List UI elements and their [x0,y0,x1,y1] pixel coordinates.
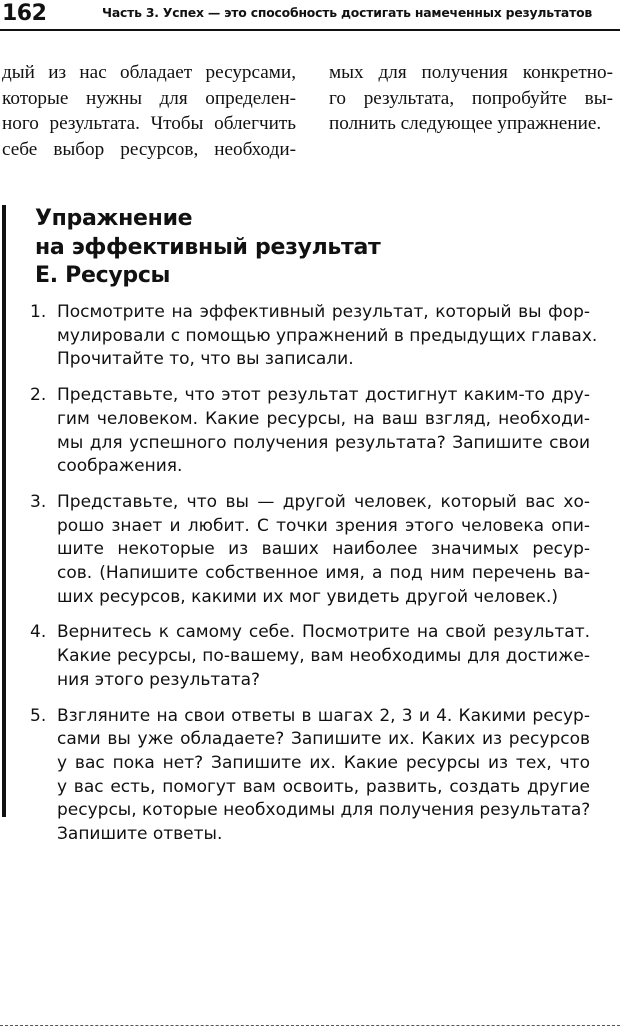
step-line: мы для успешного получения результата? Запишите свои [57,432,590,453]
step-line: у вас пока нет? Запишите их. Какие ресурсы из тех, что [57,752,590,773]
step-number: 5. [30,705,47,726]
step-line: ния этого результата? [57,669,261,690]
exercise-step [30,301,598,372]
exercise-title-line: Упражнение [35,206,193,231]
step-line: сов. (Напишите собственное имя, а под ним перечень ва- [57,563,590,584]
intro-line: себе выбор ресурсов, необходи- [2,138,296,160]
step-line: Представьте, что этот результат достигнут каким-то дру- [57,385,590,406]
header-rule [0,29,620,31]
step-number: 2. [30,385,47,406]
step-line: Прочитайте то, что вы записали. [57,349,354,370]
exercise-step [30,491,590,610]
step-line: у вас есть, помогут вам освоить, развить, создать другие [57,776,590,797]
step-number: 1. [30,302,47,322]
step-line: Взгляните на свои ответы в шагах 2, 3 и 4. Какими ресур- [57,705,590,726]
intro-right-column [329,60,613,137]
intro-line: го результата, попробуйте вы- [329,87,613,109]
exercise-sidebar-bar [2,205,6,817]
footer-rule [0,1025,620,1026]
intro-left-column [2,60,296,162]
step-line: шите некоторые из ваших наиболее значимых ресур- [57,539,590,560]
step-number: 4. [30,622,47,643]
exercise-title-line: на эффективный результат [35,234,381,260]
step-line: мулировали с помощью упражнений в предыдущих главах. [57,325,598,346]
exercise-step [30,384,590,479]
step-line: Представьте, что вы — другой человек, который вас хо- [57,491,590,512]
intro-line: ного результата. Чтобы облегчить [2,113,296,134]
step-line: ших ресурсов, какими их мог увидеть другой человек.) [57,586,559,607]
intro-line: мых для получения конкретно- [329,62,613,83]
intro-line: которые нужны для определен- [2,87,296,109]
step-line: соображения. [57,456,183,477]
exercise-step [30,705,590,847]
exercise-step [30,621,590,692]
intro-line: полнить следующее упражнение. [329,113,602,134]
exercise-steps [30,301,598,859]
exercise-title-line: Е. Ресурсы [35,263,171,288]
running-head: Часть 3. Успех — это способность достигать намеченных результатов [102,5,593,20]
step-line: Посмотрите на эффективный результат, который вы фор- [57,302,590,322]
step-line: Запишите ответы. [57,824,223,845]
step-line: сами вы уже обладаете? Запишите их. Каких из ресурсов [57,729,590,750]
intro-line: дый из нас обладает ресурсами, [2,62,296,83]
step-line: ресурсы, которые необходимы для получения результата? [57,800,591,821]
step-number: 3. [30,491,47,512]
exercise-title [35,205,380,291]
page-number: 162 [2,1,47,26]
step-line: рошо знает и любит. С точки зрения этого человека опи- [57,515,590,536]
step-line: Какие ресурсы, по-вашему, вам необходимы для достиже- [57,646,590,667]
step-line: гим человеком. Какие ресурсы, на ваш взгляд, необходи- [57,408,590,429]
step-line: Вернитесь к самому себе. Посмотрите на свой результат. [57,622,590,643]
